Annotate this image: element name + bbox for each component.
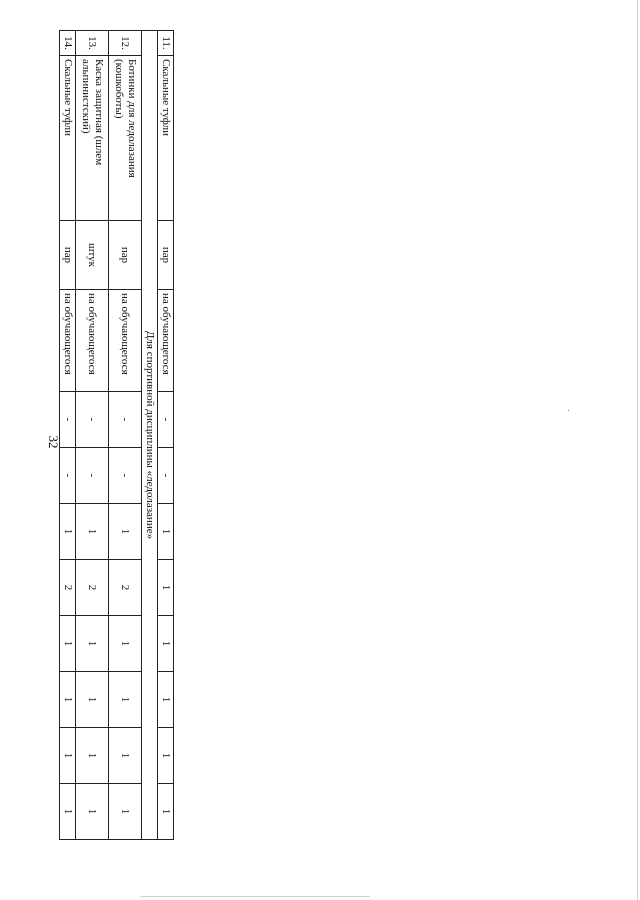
page-number: 32 bbox=[46, 435, 61, 449]
row-number: 13. bbox=[76, 31, 109, 56]
scan-speck bbox=[568, 410, 569, 411]
value-cell: - bbox=[60, 448, 76, 504]
value-cell: 1 bbox=[109, 784, 142, 840]
value-cell: - bbox=[158, 392, 174, 448]
item-unit: пар bbox=[158, 221, 174, 290]
value-cell: 1 bbox=[76, 504, 109, 560]
value-cell: 1 bbox=[76, 672, 109, 728]
value-cell: - bbox=[76, 448, 109, 504]
value-cell: 1 bbox=[109, 504, 142, 560]
item-name: Скальные туфли bbox=[158, 56, 174, 221]
value-cell: 1 bbox=[158, 784, 174, 840]
row-number: 11. bbox=[158, 31, 174, 56]
value-cell: - bbox=[158, 448, 174, 504]
value-cell: 1 bbox=[109, 672, 142, 728]
equipment-table-rotated bbox=[59, 30, 174, 840]
value-cell: 1 bbox=[76, 784, 109, 840]
table-row bbox=[76, 31, 109, 840]
table-row bbox=[109, 31, 142, 840]
value-cell: 1 bbox=[158, 728, 174, 784]
scan-edge-line bbox=[637, 0, 638, 900]
table-row bbox=[60, 31, 76, 840]
value-cell: 1 bbox=[158, 560, 174, 616]
value-cell: 1 bbox=[158, 672, 174, 728]
table-row bbox=[158, 31, 174, 840]
value-cell: 1 bbox=[60, 672, 76, 728]
value-cell: - bbox=[109, 448, 142, 504]
row-number: 12. bbox=[109, 31, 142, 56]
value-cell: - bbox=[109, 392, 142, 448]
value-cell: 1 bbox=[158, 504, 174, 560]
item-unit: пар bbox=[109, 221, 142, 290]
value-cell: 1 bbox=[109, 616, 142, 672]
calc-unit: на обучающегося bbox=[109, 290, 142, 392]
value-cell: 1 bbox=[60, 504, 76, 560]
value-cell: 1 bbox=[158, 616, 174, 672]
item-name: Скальные туфли bbox=[60, 56, 76, 221]
section-row bbox=[142, 31, 158, 840]
value-cell: 1 bbox=[60, 616, 76, 672]
calc-unit: на обучающегося bbox=[60, 290, 76, 392]
item-name: Ботинки для ледолазания (кошкоботы) bbox=[109, 56, 142, 221]
value-cell: 1 bbox=[76, 728, 109, 784]
calc-unit: на обучающегося bbox=[76, 290, 109, 392]
calc-unit: на обучающегося bbox=[158, 290, 174, 392]
item-name: Каска защитная (шлем альпинистский) bbox=[76, 56, 109, 221]
item-unit: штук bbox=[76, 221, 109, 290]
value-cell: 2 bbox=[60, 560, 76, 616]
equipment-table bbox=[59, 30, 174, 840]
value-cell: 1 bbox=[76, 616, 109, 672]
value-cell: 2 bbox=[76, 560, 109, 616]
value-cell: 1 bbox=[60, 728, 76, 784]
value-cell: 1 bbox=[109, 728, 142, 784]
section-title: Для спортивной дисциплины «ледолазание» bbox=[142, 31, 158, 840]
item-unit: пар bbox=[60, 221, 76, 290]
value-cell: 2 bbox=[109, 560, 142, 616]
value-cell: - bbox=[60, 392, 76, 448]
scan-bottom-line bbox=[140, 896, 370, 897]
value-cell: - bbox=[76, 392, 109, 448]
row-number: 14. bbox=[60, 31, 76, 56]
value-cell: 1 bbox=[60, 784, 76, 840]
